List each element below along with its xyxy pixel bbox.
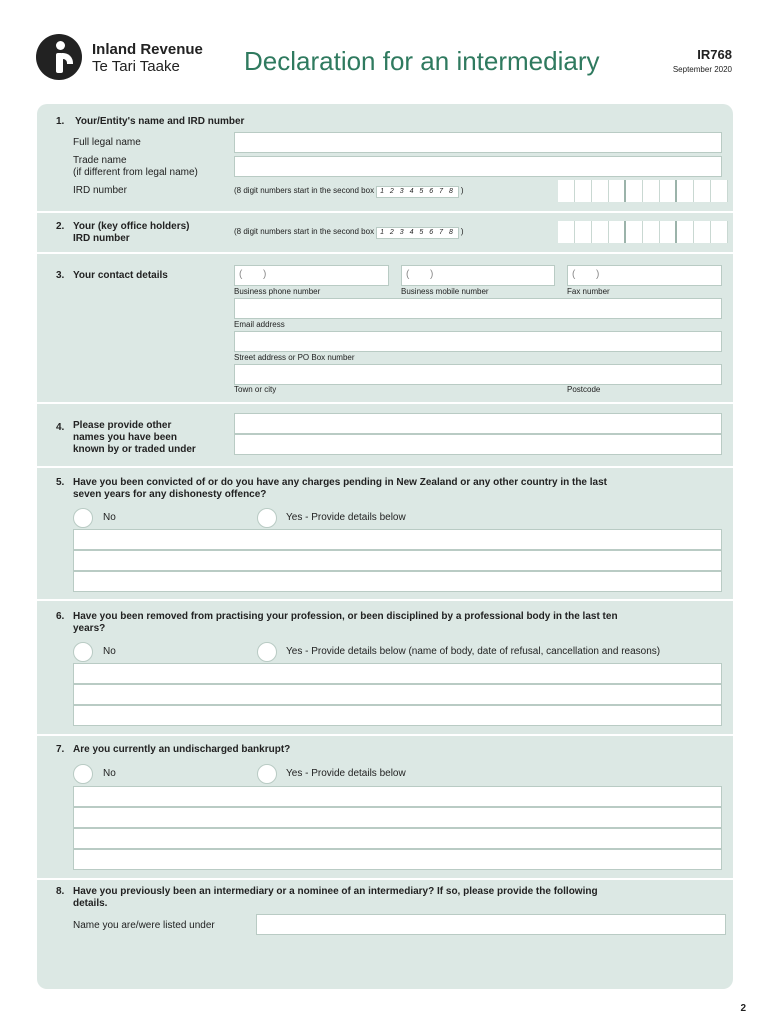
section-divider <box>37 252 733 254</box>
form-date: September 2020 <box>672 65 732 74</box>
conviction-no-radio[interactable] <box>73 508 93 528</box>
postcode-label: Postcode <box>567 385 601 394</box>
removed-yes-label: Yes - Provide details below (name of body, date of refusal, cancellation and reasons) <box>286 646 661 657</box>
town-postcode-input[interactable] <box>234 364 722 385</box>
section-8-title-line1: Have you previously been an intermediary or a nominee of an intermediary? If so, please provide the following <box>73 886 598 897</box>
fax-paren-close: ) <box>596 269 600 280</box>
bankrupt-details-input-1[interactable] <box>73 786 722 807</box>
removed-details-input-3[interactable] <box>73 705 722 726</box>
bankrupt-yes-radio[interactable] <box>257 764 277 784</box>
conviction-details-input-1[interactable] <box>73 529 722 550</box>
section-6-title-line2: years? <box>73 623 106 634</box>
section-4-title-line1: Please provide other <box>73 420 172 431</box>
ird-example-digits: 1 2 3 4 5 6 7 8 <box>376 186 459 198</box>
section-8-title-line2: details. <box>73 898 108 909</box>
section-3-number: 3. <box>56 270 65 281</box>
section-1-title: Your/Entity's name and IRD number <box>75 116 245 127</box>
bankrupt-details-input-2[interactable] <box>73 807 722 828</box>
section-3-title: Your contact details <box>73 270 168 281</box>
fax-number-label: Fax number <box>567 287 610 296</box>
section-divider <box>37 599 733 601</box>
street-address-input[interactable] <box>234 331 722 352</box>
fax-number-input[interactable] <box>567 265 722 286</box>
form-code: IR768 <box>697 47 732 62</box>
removed-details-input-1[interactable] <box>73 663 722 684</box>
trade-name-input[interactable] <box>234 156 722 177</box>
inland-revenue-logo-icon <box>36 34 82 80</box>
town-city-label: Town or city <box>234 385 277 394</box>
conviction-yes-radio[interactable] <box>257 508 277 528</box>
section-4-title-line3: known by or traded under <box>73 444 196 455</box>
ird-example-digits: 1 2 3 4 5 6 7 8 <box>376 227 459 239</box>
bankrupt-no-label: No <box>103 768 116 779</box>
street-address-label: Street address or PO Box number <box>234 353 355 362</box>
area-code-paren-close: ) <box>263 269 267 280</box>
conviction-no-label: No <box>103 512 116 523</box>
section-5-title-line2: seven years for any dishonesty offence? <box>73 489 267 500</box>
section-2-title-line1: Your (key office holders) <box>73 221 190 232</box>
page-number: 2 <box>740 1003 746 1014</box>
removed-no-radio[interactable] <box>73 642 93 662</box>
section-4-title-line2: names you have been <box>73 432 177 443</box>
mobile-paren-close: ) <box>430 269 434 280</box>
other-names-input-2[interactable] <box>234 434 722 455</box>
section-6-number: 6. <box>56 611 65 622</box>
section-divider <box>37 734 733 736</box>
mobile-paren-open: ( <box>406 269 410 280</box>
business-mobile-input[interactable] <box>401 265 555 286</box>
brand-line1: Inland Revenue <box>92 41 203 58</box>
conviction-details-input-2[interactable] <box>73 550 722 571</box>
ird-number-hint: (8 digit numbers start in the second box 1 2 3 4 5 6 7 8 ) <box>234 186 464 198</box>
removed-details-input-2[interactable] <box>73 684 722 705</box>
bankrupt-no-radio[interactable] <box>73 764 93 784</box>
section-6-title-line1: Have you been removed from practising your profession, or been disciplined by a professional body in the last ten <box>73 611 618 622</box>
conviction-yes-label: Yes - Provide details below <box>286 512 406 523</box>
listed-under-label: Name you are/were listed under <box>73 920 215 931</box>
section-5-title-line1: Have you been convicted of or do you have any charges pending in New Zealand or any other country in the last <box>73 477 607 488</box>
listed-under-input[interactable] <box>256 914 726 935</box>
removed-no-label: No <box>103 646 116 657</box>
page-header <box>0 0 770 100</box>
business-mobile-label: Business mobile number <box>401 287 489 296</box>
section-1-number: 1. <box>56 116 65 127</box>
key-office-ird-hint: (8 digit numbers start in the second box 1 2 3 4 5 6 7 8 ) <box>234 227 464 239</box>
form-panel <box>37 104 733 989</box>
trade-name-note: (if different from legal name) <box>73 167 198 178</box>
bankrupt-details-input-4[interactable] <box>73 849 722 870</box>
key-office-ird-digit-boxes[interactable] <box>558 221 728 243</box>
page-title: Declaration for an intermediary <box>244 46 600 76</box>
business-phone-label: Business phone number <box>234 287 321 296</box>
removed-yes-radio[interactable] <box>257 642 277 662</box>
business-phone-input[interactable] <box>234 265 389 286</box>
section-7-title: Are you currently an undischarged bankrupt? <box>73 744 291 755</box>
bankrupt-yes-label: Yes - Provide details below <box>286 768 406 779</box>
ird-number-digit-boxes[interactable] <box>558 180 728 202</box>
section-8-number: 8. <box>56 886 65 897</box>
section-2-number: 2. <box>56 221 65 232</box>
other-names-input-1[interactable] <box>234 413 722 434</box>
brand-name <box>92 41 203 75</box>
section-divider <box>37 878 733 880</box>
bankrupt-details-input-3[interactable] <box>73 828 722 849</box>
section-2-title-line2: IRD number <box>73 233 130 244</box>
full-legal-name-input[interactable] <box>234 132 722 153</box>
area-code-paren-open: ( <box>239 269 243 280</box>
section-4-number: 4. <box>56 422 65 433</box>
fax-paren-open: ( <box>572 269 576 280</box>
full-legal-name-label: Full legal name <box>73 137 141 148</box>
email-address-input[interactable] <box>234 298 722 319</box>
conviction-details-input-3[interactable] <box>73 571 722 592</box>
section-divider <box>37 211 733 213</box>
section-5-number: 5. <box>56 477 65 488</box>
trade-name-label: Trade name <box>73 155 127 166</box>
section-divider <box>37 402 733 404</box>
brand-line2: Te Tari Taake <box>92 58 180 75</box>
section-7-number: 7. <box>56 744 65 755</box>
email-address-label: Email address <box>234 320 285 329</box>
ird-number-label: IRD number <box>73 185 127 196</box>
section-divider <box>37 466 733 468</box>
